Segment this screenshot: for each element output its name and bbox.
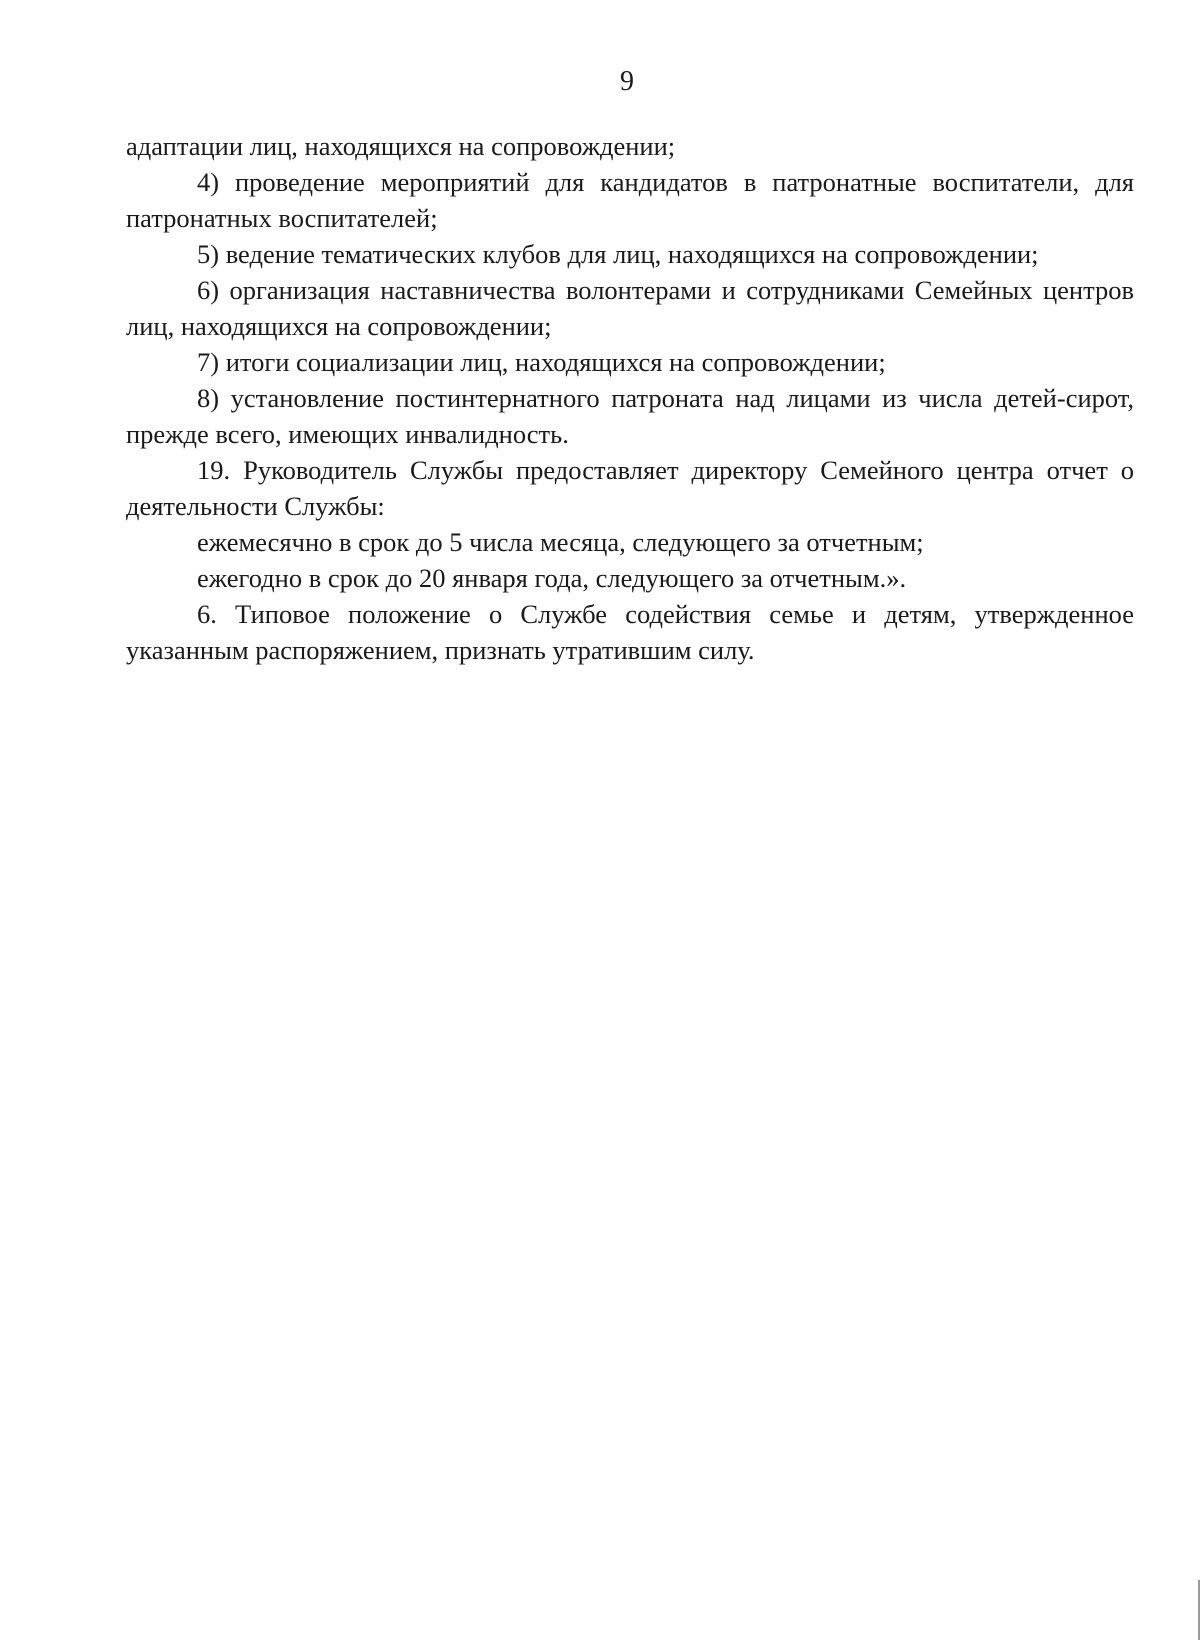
document-body (126, 128, 1134, 668)
list-item-6: 6) организация наставничества волонтерами и сотрудниками Семейных центров лиц, находящихся на сопровождении; (126, 275, 1134, 341)
list-item-5: 5) ведение тематических клубов для лиц, находящихся на сопровождении; (197, 239, 1039, 269)
paragraph-continuation: адаптации лиц, находящихся на сопровождении; (126, 131, 676, 161)
list-item-8: 8) установление постинтернатного патроната над лицами из числа детей-сирот, прежде всего, имеющих инвалидность. (126, 383, 1134, 449)
list-item-4: 4) проведение мероприятий для кандидатов в патронатные воспитатели, для патронатных воспитателей; (126, 167, 1134, 233)
report-yearly: ежегодно в срок до 20 января года, следующего за отчетным.». (197, 563, 907, 593)
page-number: 9 (620, 66, 634, 97)
report-monthly: ежемесячно в срок до 5 числа месяца, следующего за отчетным; (197, 527, 924, 557)
clause-19: 19. Руководитель Службы предоставляет директору Семейного центра отчет о деятельности Службы: (126, 455, 1134, 521)
clause-6: 6. Типовое положение о Службе содействия семье и детям, утвержденное указанным распоряжением, признать утратившим силу. (126, 599, 1134, 665)
list-item-7: 7) итоги социализации лиц, находящихся на сопровождении; (197, 347, 886, 377)
